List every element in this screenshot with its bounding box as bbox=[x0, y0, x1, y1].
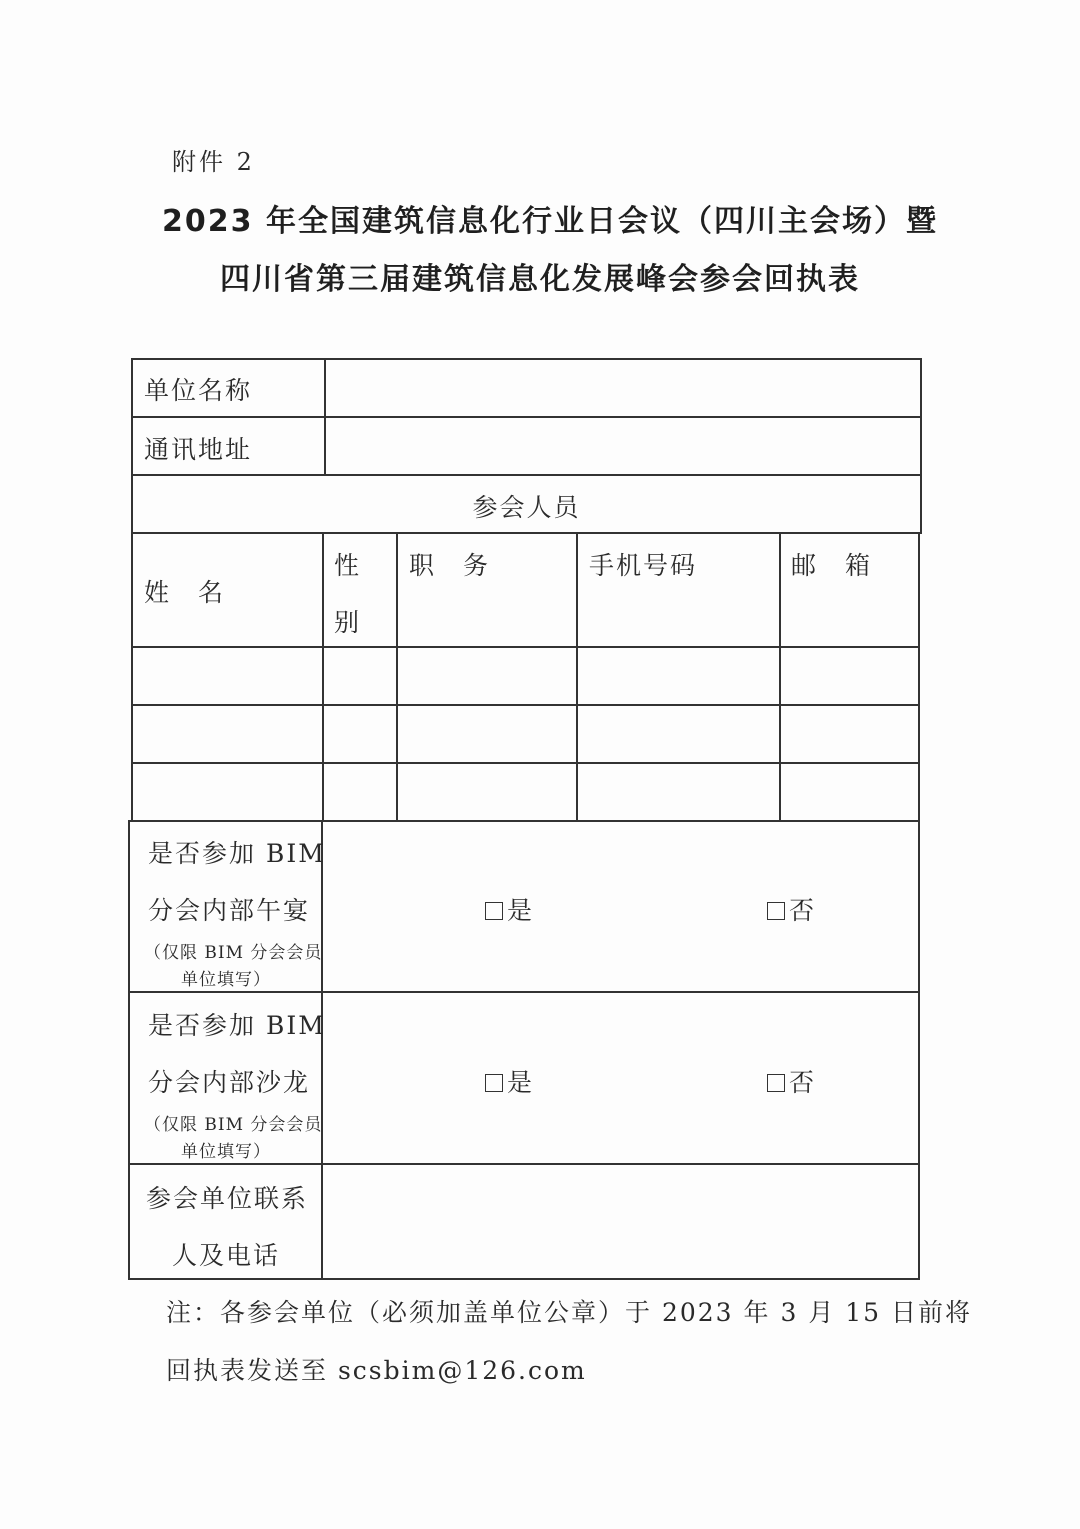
attendee-row[interactable] bbox=[134, 649, 918, 703]
table-row-line bbox=[129, 820, 920, 822]
table-border-bottom bbox=[128, 1278, 920, 1280]
lunch-yes-option[interactable] bbox=[485, 891, 534, 927]
salon-note-line-2: 单位填写） bbox=[181, 1142, 271, 1162]
attendee-row[interactable] bbox=[134, 765, 918, 819]
note-line-2: 回执表发送至 scsbim@126.com bbox=[166, 1356, 587, 1385]
salon-note-line-1: （仅限 BIM 分会会员 bbox=[144, 1115, 323, 1135]
checkbox-icon[interactable] bbox=[485, 1074, 503, 1092]
column-gender-header-2: 别 bbox=[334, 608, 362, 637]
lunch-note-line-2: 单位填写） bbox=[181, 970, 271, 990]
table-row-line bbox=[131, 416, 922, 418]
salon-no-option[interactable] bbox=[767, 1063, 816, 1099]
table-border-top bbox=[131, 358, 922, 360]
table-row-line bbox=[131, 532, 922, 534]
table-border-left bbox=[128, 820, 130, 1280]
checkbox-icon[interactable] bbox=[485, 902, 503, 920]
unit-name-label: 单位名称 bbox=[144, 376, 253, 405]
salon-yes-label: 是 bbox=[507, 1068, 535, 1097]
table-row-line bbox=[131, 646, 920, 648]
column-gender-header: 性 bbox=[334, 551, 362, 580]
column-position-header: 职 务 bbox=[409, 551, 491, 580]
table-row-line bbox=[131, 474, 922, 476]
table-row-line bbox=[131, 762, 920, 764]
table-row-line bbox=[129, 991, 920, 993]
table-row-line bbox=[129, 1163, 920, 1165]
table-border-right bbox=[918, 532, 920, 1280]
form-title-line-2: 四川省第三届建筑信息化发展峰会参会回执表 bbox=[220, 262, 860, 297]
column-email-header: 邮 箱 bbox=[791, 551, 873, 580]
table-border-left bbox=[131, 358, 133, 820]
salon-label-line-1: 是否参加 BIM bbox=[148, 1011, 326, 1040]
checkbox-icon[interactable] bbox=[767, 1074, 785, 1092]
lunch-no-label: 否 bbox=[789, 896, 817, 925]
column-phone-header: 手机号码 bbox=[589, 551, 698, 580]
table-row-line bbox=[131, 704, 920, 706]
table-col-line bbox=[324, 358, 326, 474]
lunch-label-line-2: 分会内部午宴 bbox=[148, 896, 311, 925]
address-label: 通讯地址 bbox=[144, 435, 253, 464]
salon-label-line-2: 分会内部沙龙 bbox=[148, 1068, 311, 1097]
lunch-note-line-1: （仅限 BIM 分会会员 bbox=[144, 943, 323, 963]
lunch-yes-label: 是 bbox=[507, 896, 535, 925]
attachment-label: 附件 2 bbox=[172, 148, 255, 176]
note-line-1: 注：各参会单位（必须加盖单位公章）于 2023 年 3 月 15 日前将 bbox=[166, 1298, 973, 1327]
table-col-line bbox=[321, 820, 323, 1280]
address-field[interactable] bbox=[328, 420, 918, 472]
attendee-row[interactable] bbox=[134, 707, 918, 761]
contact-label-line-1: 参会单位联系 bbox=[146, 1184, 309, 1213]
column-name-header: 姓 名 bbox=[144, 578, 226, 607]
unit-name-field[interactable] bbox=[328, 362, 918, 414]
contact-field[interactable] bbox=[325, 1167, 916, 1276]
checkbox-icon[interactable] bbox=[767, 902, 785, 920]
salon-no-label: 否 bbox=[789, 1068, 817, 1097]
lunch-no-option[interactable] bbox=[767, 891, 816, 927]
contact-label-line-2: 人及电话 bbox=[171, 1241, 280, 1270]
lunch-label-line-1: 是否参加 BIM bbox=[148, 839, 326, 868]
attendees-header: 参会人员 bbox=[472, 493, 581, 522]
salon-yes-option[interactable] bbox=[485, 1063, 534, 1099]
form-title-line-1: 2023 年全国建筑信息化行业日会议（四川主会场）暨 bbox=[162, 204, 938, 239]
